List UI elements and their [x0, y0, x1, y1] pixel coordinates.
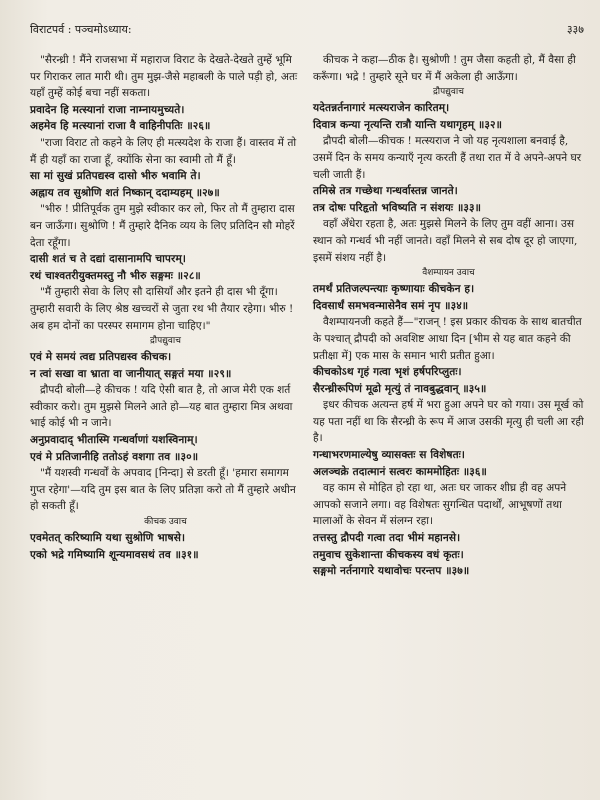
hindi-paragraph: वह काम से मोहित हो रहा था, अतः घर जाकर शीघ्र ही वह अपने आपको सजाने लगा। वह विशेषतः सुगन्धित पदार्थों, आभूषणों तथा मालाओं के सेवन में संलग्न रहा। [313, 482, 567, 528]
sanskrit-verse-line: अह्नाय तव सुश्रोणि शतं निष्कान् ददाम्यहम् ॥२७॥ [30, 186, 220, 199]
sanskrit-verse-line: तत्र दोषः परिहृतो भविष्यति न संशयः ॥३३॥ [313, 201, 482, 214]
text-columns [30, 52, 584, 580]
sanskrit-verse-line: अलञ्चक्रे तदात्मानं सत्वरः काममोहितः ॥३६॥ [313, 465, 487, 478]
running-header [30, 22, 584, 38]
sanskrit-verse-line: दासी शतं च ते दद्यां दासानामपि चापरम्। [30, 253, 187, 266]
hindi-paragraph: द्रौपदी बोली—कीचक ! मत्स्यराज ने जो यह नृत्यशाला बनवाई है, उसमें दिन के समय कन्याएँ नृत्य करती हैं तथा रात में वे अपने-अपने घर चली जाती हैं। [313, 135, 582, 181]
hindi-paragraph: द्रौपदी बोली—हे कीचक ! यदि ऐसी बात है, तो आज मेरी एक शर्त स्वीकार करो। तुम मुझसे मिलने आते हो—यह बात तुम्हारा मित्र अथवा भाई कोई भी न जाने। [30, 384, 293, 430]
sanskrit-verse-line: एवमेतत् करिष्यामि यथा सुश्रोणि भाषसे। [30, 532, 186, 545]
sanskrit-verse-line: दिवसार्धं समभवन्मासेनैव समं नृप ॥३४॥ [313, 299, 469, 312]
sanskrit-verse-line: एवं मे प्रतिजानीहि ततोऽहं वशगा तव ॥३०॥ [30, 450, 199, 463]
sanskrit-verse-line: अनुप्रवादाद् भीतास्मि गन्धर्वाणां यशस्विनाम्। [30, 434, 198, 447]
left-column [30, 52, 301, 580]
hindi-paragraph: "मैं तुम्हारी सेवा के लिए सौ दासियाँ और इतने ही दास भी दूँगा। तुम्हारी सवारी के लिए श्रेष्ठ खच्चरों से जुता रथ भी तैयार रहेगा। भीरु ! अब हम दोनों का परस्पर समागम होना चाहिए।" [30, 286, 294, 332]
hindi-paragraph: "सैरन्ध्री ! मैंने राजसभा में महाराज विराट के देखते-देखते तुम्हें भूमि पर गिराकर लात मारी थी। तुम मुझ-जैसे महाबली के पाले पड़ी हो, अतः यहाँ तुम्हें कोई बचा नहीं सकता। [30, 54, 298, 100]
speaker-label: द्रौपद्युवाच [150, 336, 181, 347]
speaker-label: वैशम्पायन उवाच [422, 268, 475, 279]
speaker-label: द्रौपद्युवाच [433, 87, 464, 98]
hindi-paragraph: "भीरु ! प्रीतिपूर्वक तुम मुझे स्वीकार कर लो, फिर तो मैं तुम्हारा दास बन जाऊँगा। सुश्रोणि ! मैं तुम्हारे दैनिक व्यय के लिए प्रतिदिन सौ मोहरें देता रहूँगा। [30, 203, 295, 249]
sanskrit-verse-line: यदेतन्नर्तनागारं मत्स्यराजेन कारितम्। [313, 102, 450, 115]
hindi-paragraph: वैशम्पायनजी कहते हैं—"राजन् ! इस प्रकार कीचक के साथ बातचीत के पश्चात् द्रौपदी को अवशिष्ट आधा दिन [भीम से यह बात कहने की प्रतीक्षा में] एक मास के समान भारी प्रतीत हुआ। [313, 316, 582, 362]
sanskrit-verse-line: सा मां सुखं प्रतिपद्यस्व दासो भीरु भवामि ते। [30, 170, 201, 183]
hindi-paragraph: "राजा विराट तो कहने के लिए ही मत्स्यदेश के राजा हैं। वास्तव में तो मैं ही यहाँ का राजा हूँ, क्योंकि सेना का स्वामी तो मैं हूँ। [30, 136, 297, 166]
sanskrit-verse-line: सङ्गमो नर्तनागारे यथावोचः परन्तप ॥३७॥ [313, 565, 470, 578]
sanskrit-verse-line: तत्तस्तु द्रौपदी गत्वा तदा भीमं महानसे। [313, 532, 461, 545]
sanskrit-verse-line: रथं चाश्वतरीयुक्तमस्तु नौ भीरु सङ्गमः ॥२८॥ [30, 269, 201, 282]
sanskrit-verse-line: एवं मे समयं त्वद्य प्रतिपद्यस्व कीचक। [30, 351, 172, 364]
page-number: ३३७ [566, 23, 584, 36]
sanskrit-verse-line: सैरन्ध्रीरूपिणं मूढो मृत्युं तं नावबुद्धवान् ॥३५॥ [313, 382, 487, 395]
sanskrit-verse-line: एको भद्रे गमिष्यामि शून्यमावसथं तव ॥३१॥ [30, 548, 199, 561]
chapter-header: विराटपर्व : पञ्चमोऽध्याय: [30, 23, 132, 36]
sanskrit-verse-line: तमिस्रे तत्र गच्छेथा गन्धर्वास्तन्न जानते। [313, 185, 458, 198]
hindi-paragraph: इधर कीचक अत्यन्त हर्ष में भरा हुआ अपने घर को गया। उस मूर्ख को यह पता नहीं था कि सैरन्ध्री के रूप में आज उसकी मृत्यु ही चली आ रही है। [313, 399, 584, 445]
speaker-label: कीचक उवाच [144, 517, 187, 528]
sanskrit-verse-line: दिवात्र कन्या नृत्यन्ति रात्रौ यान्ति यथागृहम् ॥३२॥ [313, 118, 503, 131]
sanskrit-verse-line: कीचकोऽथ गृहं गत्वा भृशं हर्षपरिप्लुतः। [313, 366, 462, 379]
hindi-paragraph: कीचक ने कहा—ठीक है। सुश्रोणी ! तुम जैसा कहती हो, मैं वैसा ही करूँगा। भद्रे ! तुम्हारे सूने घर में मैं अकेला ही आऊँगा। [313, 54, 576, 83]
sanskrit-verse-line: तमुवाच सुकेशान्ता कीचकस्य वधं कृतः। [313, 548, 464, 561]
sanskrit-verse-line: प्रवादेन हि मत्स्यानां राजा नाम्नायमुच्यते। [30, 103, 185, 116]
hindi-paragraph: "मैं यशस्वी गन्धर्वों के अपवाद [निन्दा] से डरती हूँ। 'हमारा समागम गुप्त रहेगा'—यदि तुम इस बात के लिए प्रतिज्ञा करो तो मैं तुम्हारे अधीन हो सकती हूँ। [30, 467, 296, 513]
right-column [313, 52, 584, 580]
hindi-paragraph: वहाँ अँधेरा रहता है, अतः मुझसे मिलने के लिए तुम वहीं आना। उस स्थान को गन्धर्व भी नहीं जानते। वहाँ मिलने से सब दोष दूर हो जाएगा, इसमें संशय नहीं है। [313, 218, 578, 264]
sanskrit-verse-line: गन्धाभरणमाल्येषु व्यासक्तः स विशेषतः। [313, 449, 465, 462]
sanskrit-verse-line: अहमेव हि मत्स्यानां राजा वै वाहिनीपतिः ॥२६॥ [30, 120, 211, 133]
sanskrit-verse-line: तमर्थं प्रतिजल्पन्त्याः कृष्णायाः कीचकेन ह। [313, 283, 475, 296]
sanskrit-verse-line: न त्वां सखा वा भ्राता वा जानीयात् सङ्गतं मया ॥२९॥ [30, 367, 232, 380]
